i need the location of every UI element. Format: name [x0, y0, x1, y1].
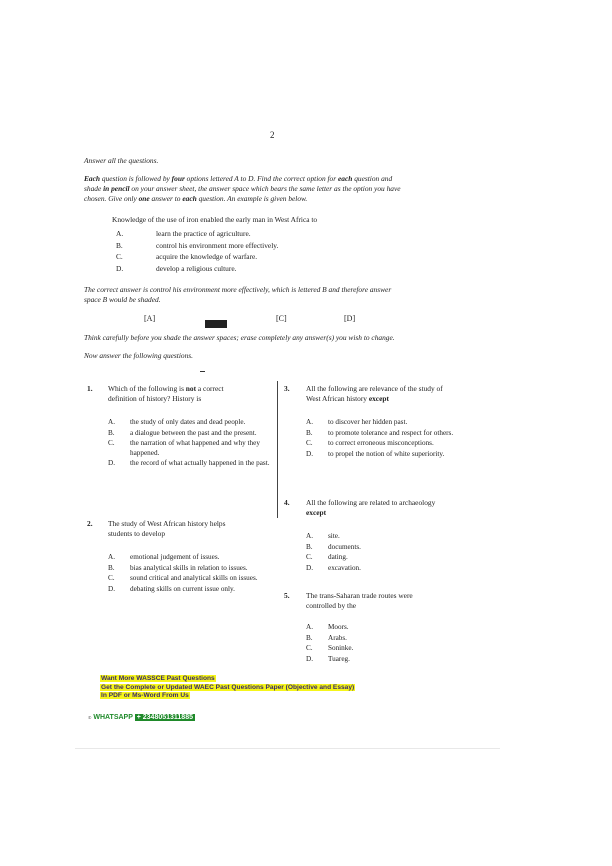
option-text: debating skills on current issue only. [130, 584, 235, 593]
instr-text: question. An example is given below. [196, 194, 308, 203]
option-letter: C. [108, 574, 115, 583]
question-1-options [108, 418, 272, 470]
option [306, 564, 476, 574]
instructions-line-2 [84, 184, 484, 194]
stem-bold: except [368, 394, 389, 403]
instr-pencil-bold: in pencil [103, 184, 130, 193]
instr-one-bold: one [138, 194, 150, 203]
option-text: the narration of what happened and why they happened. [130, 439, 260, 457]
option-letter: A. [108, 418, 115, 426]
option-letter: A. [306, 532, 313, 540]
footer-divider [75, 748, 500, 749]
example-options [116, 228, 278, 274]
option-text: the record of what actually happened in the past. [130, 459, 270, 468]
instr-text: answer to [149, 194, 183, 203]
option-letter: A. [306, 623, 313, 631]
option [306, 418, 476, 428]
option-letter: B. [306, 428, 313, 437]
stem-text: The trans-Saharan trade routes were [306, 591, 413, 600]
option-text: sound critical and analytical skills on issues. [130, 574, 258, 583]
stem-text: The study of West African history helps [108, 519, 226, 528]
option [108, 418, 272, 428]
instr-text: on your answer sheet, the answer space which bears the same letter as the option you have [129, 184, 401, 193]
option-text: develop a religious culture. [156, 263, 237, 273]
stem-bold: not [185, 384, 197, 393]
option-letter: D. [306, 449, 313, 458]
promo-text: In PDF or Ms-Word From Us [101, 692, 189, 700]
think-carefully-note: Think carefully before you shade the answer spaces; erase completely any answer(s) you wish to change. [84, 333, 395, 342]
option-letter: C. [306, 553, 313, 562]
instructions-line-1 [84, 174, 484, 184]
stem-bold: except [306, 508, 327, 517]
option-text: Tuareg. [328, 654, 350, 663]
option-text: bias analytical skills in relation to issues. [130, 563, 248, 572]
answer-space-b-shaded [205, 315, 227, 333]
question-4-number: 4. [284, 498, 290, 507]
option-text: to propel the notion of white superiority. [328, 449, 445, 458]
answer-space-c: [C] [276, 314, 287, 323]
question-2-options [108, 553, 278, 595]
example-option [116, 263, 278, 275]
stem-text: students to develop [108, 529, 166, 538]
question-4-stem [306, 498, 486, 518]
whatsapp-icon: ✆ [88, 715, 92, 720]
correct-answer-note [84, 285, 504, 305]
option-text: to discover her hidden past. [328, 418, 408, 426]
option [306, 644, 476, 654]
correct-note-line-1: The correct answer is control his environment more effectively, which is lettered B and therefore answer [84, 285, 392, 294]
option-text: dating. [328, 553, 348, 562]
instr-each-bold: Each [84, 174, 101, 183]
option [306, 450, 476, 460]
promo-text: Want More WASSCE Past Questions [101, 675, 215, 682]
column-divider [277, 381, 278, 518]
instr-each-bold: each [337, 174, 353, 183]
stem-text: All the following are related to archaeology [306, 498, 436, 507]
whatsapp-label: WHATSAPP [93, 714, 133, 721]
option-text: to promote tolerance and respect for others. [328, 428, 454, 437]
option-letter: C. [306, 644, 313, 653]
option-letter: D. [116, 263, 124, 273]
question-3-options [306, 418, 476, 460]
instructions-paragraph [84, 174, 484, 204]
instructions-line-3 [84, 194, 484, 204]
option-letter: B. [108, 563, 115, 572]
option-text: Arabs. [328, 633, 347, 642]
now-answer-note: Now answer the following questions. [84, 351, 194, 360]
option-text: control his environment more effectively. [156, 240, 279, 250]
option-text: Moors. [328, 623, 349, 631]
option-letter: B. [306, 542, 313, 551]
answer-space-a: [A] [144, 314, 156, 323]
answer-space-d: [D] [344, 314, 356, 323]
dash-mark [200, 371, 205, 372]
option [306, 655, 476, 665]
example-option [116, 228, 278, 240]
stem-text: controlled by the [306, 601, 357, 610]
option-text: acquire the knowledge of warfare. [156, 252, 258, 261]
example-stem: Knowledge of the use of iron enabled the early man in West Africa to [112, 215, 318, 224]
option [108, 553, 278, 563]
option [306, 634, 476, 644]
question-5-options [306, 623, 476, 665]
option [306, 439, 476, 449]
question-2-number: 2. [87, 519, 93, 528]
option-letter: D. [306, 654, 313, 663]
question-2-stem [108, 519, 273, 539]
instr-text: question is followed by [100, 174, 172, 183]
question-4-options [306, 532, 476, 574]
option-text: Soninke. [328, 644, 354, 653]
promo-text: Get the Complete or Updated WAEC Past Questions Paper (Objective and Essay) [101, 683, 355, 691]
shaded-box [205, 320, 227, 328]
option-letter: D. [306, 563, 313, 572]
page-number: 2 [270, 130, 275, 140]
question-3-number: 3. [284, 384, 290, 393]
option [108, 585, 278, 595]
instr-text: chosen. Give only [84, 194, 139, 203]
instr-text: question and [352, 174, 393, 183]
option-text: excavation. [328, 563, 361, 572]
instr-four-bold: four [171, 174, 185, 183]
option-letter: C. [116, 252, 123, 261]
option-text: learn the practice of agriculture. [156, 229, 251, 238]
option [108, 459, 272, 469]
stem-text: All the following are relevance of the study of [306, 384, 443, 393]
option-text: a dialogue between the past and the present. [130, 428, 257, 437]
promo-banner [100, 675, 355, 701]
option-letter: A. [306, 418, 313, 426]
option [306, 429, 476, 439]
question-5-number: 5. [284, 591, 290, 600]
option-letter: C. [306, 439, 313, 448]
question-3-stem [306, 384, 486, 404]
question-1-number: 1. [87, 384, 93, 393]
option [306, 553, 476, 563]
option-letter: A. [108, 553, 115, 561]
correct-note-line-2: space B would be shaded. [84, 295, 161, 304]
option-text: documents. [328, 542, 361, 551]
question-1-stem [108, 384, 273, 404]
option [108, 574, 278, 584]
instr-text: options lettered A to D. Find the correct option for [184, 174, 338, 183]
option-text: the study of only dates and dead people. [130, 418, 246, 426]
instr-text: shade [84, 184, 104, 193]
answer-all-instruction [84, 156, 158, 166]
option-letter: B. [116, 240, 123, 250]
stem-text: West African history [306, 394, 369, 403]
option [108, 429, 272, 439]
promo-line-1 [100, 675, 355, 684]
option [306, 532, 476, 542]
option [306, 623, 476, 633]
instr-each-bold: each [182, 194, 197, 203]
stem-text: a correct [196, 384, 224, 393]
option [306, 543, 476, 553]
option [108, 439, 272, 458]
option-letter: A. [116, 229, 124, 238]
option-text: to correct erroneous misconceptions. [328, 439, 434, 448]
whatsapp-number[interactable]: + 2348051311885 [136, 714, 193, 721]
option-letter: D. [108, 584, 115, 593]
stem-text: definition of history? History is [108, 394, 202, 403]
example-option [116, 251, 278, 263]
option-letter: B. [306, 633, 313, 642]
option-text: emotional judgement of issues. [130, 553, 220, 561]
promo-line-2 [100, 684, 355, 693]
option-letter: B. [108, 428, 115, 437]
option-letter: D. [108, 459, 115, 468]
promo-line-3 [100, 692, 355, 701]
option [108, 564, 278, 574]
question-5-stem [306, 591, 486, 611]
option-letter: C. [108, 439, 115, 448]
answer-all-text: Answer all the questions. [84, 156, 159, 165]
stem-text: Which of the following is [108, 384, 186, 393]
option-text: site. [328, 532, 340, 540]
example-option [116, 240, 278, 252]
whatsapp-contact[interactable] [88, 714, 195, 721]
